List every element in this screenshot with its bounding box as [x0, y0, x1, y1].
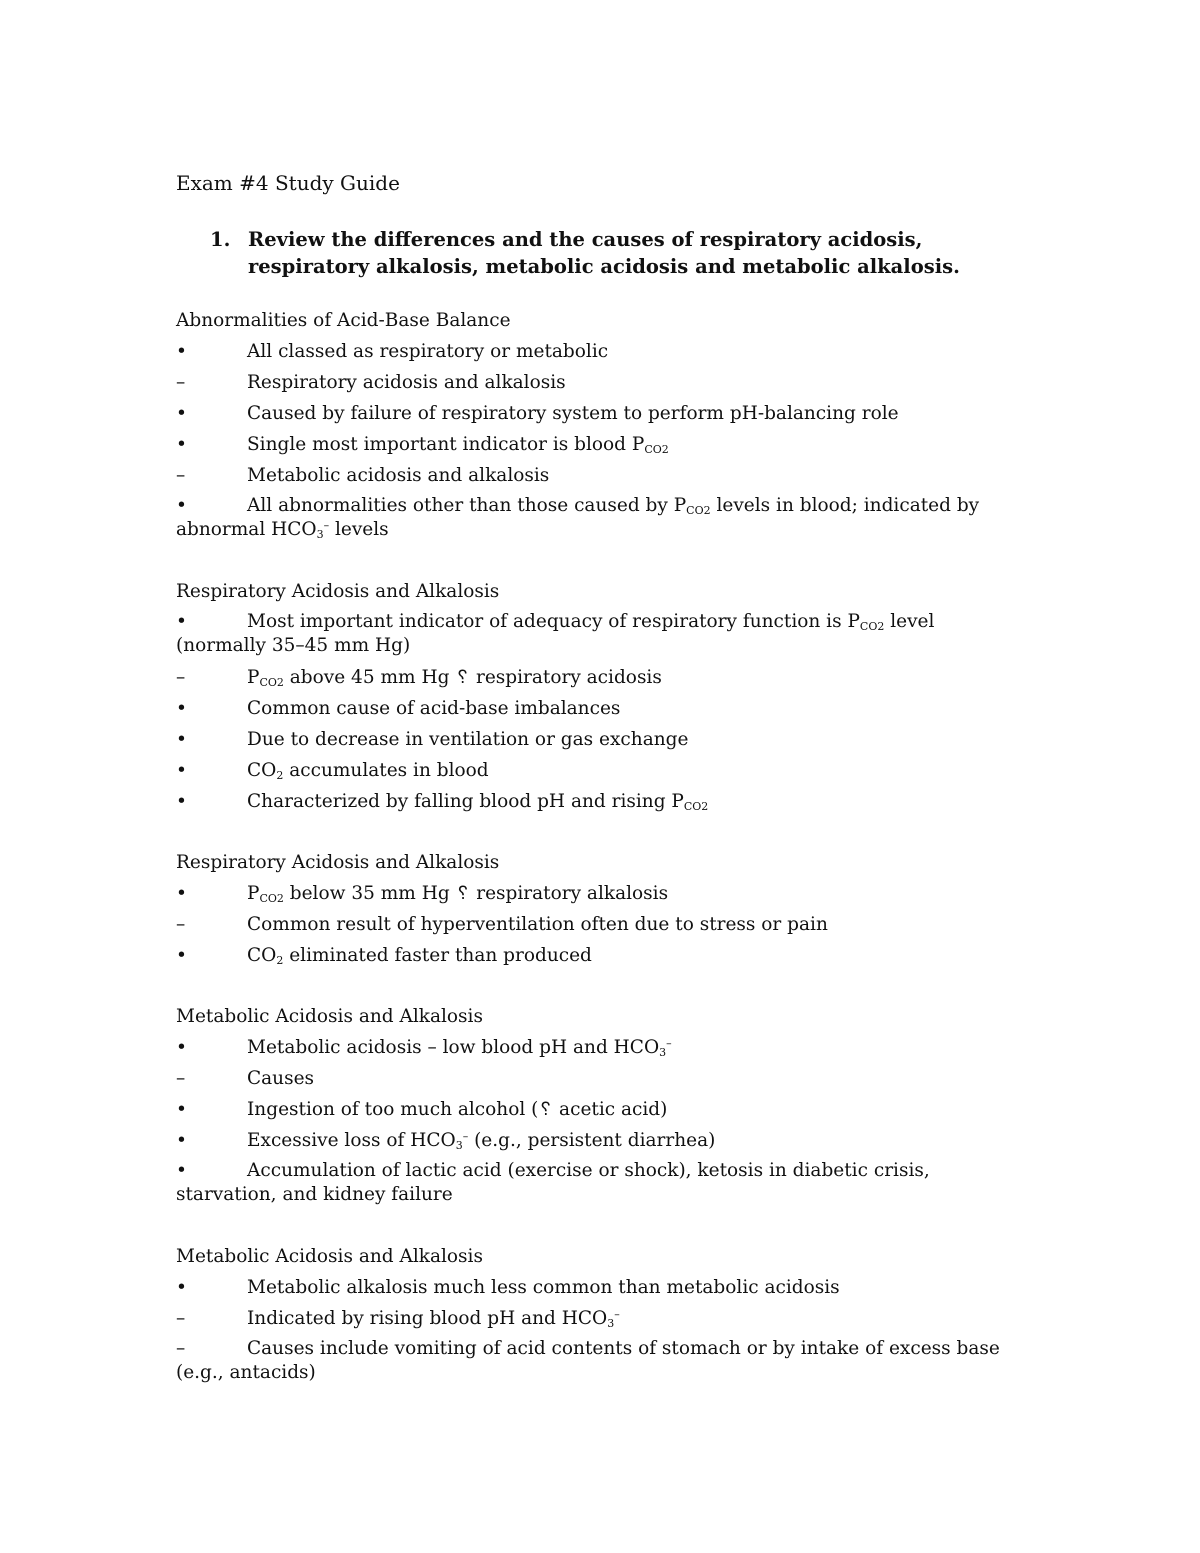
- list-item: [176, 1125, 1026, 1156]
- bullet-marker: •: [176, 341, 187, 362]
- dash-marker: –: [176, 372, 186, 393]
- list-item: [176, 1063, 1026, 1094]
- bullet-marker: •: [176, 729, 187, 750]
- list-item-text: Excessive loss of $HCO_3^-$ (e.g., persistent diarrhea): [247, 1130, 716, 1152]
- list-item-text: Common cause of acid-base imbalances: [247, 698, 621, 719]
- list-item: [176, 367, 1026, 398]
- list-item-text: Causes: [247, 1068, 315, 1089]
- list-item-text: Indicated by rising blood pH and $HCO_3^-$: [247, 1308, 620, 1330]
- list-item-text: Metabolic acidosis – low blood pH and $HCO_3^-$: [247, 1037, 672, 1059]
- list-item-text: Ingestion of too much alcohol (␦ acetic acid): [247, 1099, 668, 1120]
- notes-section: [176, 1001, 1026, 1211]
- list-item: [176, 724, 1026, 755]
- bullet-marker: •: [176, 611, 187, 632]
- bullet-marker: •: [176, 403, 187, 424]
- dash-marker: –: [176, 1338, 186, 1359]
- list-item: [176, 693, 1026, 724]
- bullet-marker: •: [176, 1160, 187, 1181]
- list-item-text: $CO_2$ eliminated faster than produced: [247, 945, 592, 967]
- bullet-marker: •: [176, 1099, 187, 1120]
- list-item-text: Caused by failure of respiratory system to perform pH-balancing role: [247, 403, 899, 424]
- bullet-marker: •: [176, 1037, 187, 1058]
- document-page: [176, 170, 1026, 1419]
- list-item-text: $CO_2$ accumulates in blood: [247, 760, 489, 782]
- section-heading: Abnormalities of Acid-Base Balance: [176, 310, 511, 331]
- dash-marker: –: [176, 1308, 186, 1329]
- bullet-marker: •: [176, 698, 187, 719]
- list-item-text: Most important indicator of adequacy of respiratory function is $P_{CO2}$ level (normally 35–45 mm Hg): [176, 611, 935, 656]
- list-item: [176, 940, 1026, 971]
- list-item: [176, 909, 1026, 940]
- list-item-text: Metabolic alkalosis much less common than metabolic acidosis: [247, 1277, 840, 1298]
- bullet-marker: •: [176, 791, 187, 812]
- bullet-marker: •: [176, 434, 187, 455]
- notes-sections: [176, 305, 1026, 1389]
- list-item-text: All classed as respiratory or metabolic: [247, 341, 609, 362]
- list-item: [176, 460, 1026, 491]
- list-item: [176, 429, 1026, 460]
- list-item: [176, 398, 1026, 429]
- list-item: [176, 607, 1026, 662]
- bullet-marker: •: [176, 1130, 187, 1151]
- list-item: [176, 755, 1026, 786]
- list-item: [176, 662, 1026, 693]
- section-heading: Respiratory Acidosis and Alkalosis: [176, 852, 500, 873]
- document-title: Exam #4 Study Guide: [176, 171, 400, 195]
- notes-section: [176, 576, 1026, 817]
- dash-marker: –: [176, 465, 186, 486]
- list-item-text: $P_{CO2}$ above 45 mm Hg ␦ respiratory acidosis: [247, 667, 662, 689]
- bullet-marker: •: [176, 1277, 187, 1298]
- list-item-text: Characterized by falling blood pH and rising $P_{CO2}$: [247, 791, 709, 813]
- list-item-text: $P_{CO2}$ below 35 mm Hg ␦ respiratory alkalosis: [247, 883, 669, 905]
- list-item: [176, 336, 1026, 367]
- list-item-text: Respiratory acidosis and alkalosis: [247, 372, 566, 393]
- notes-section: [176, 305, 1026, 546]
- list-item-text: All abnormalities other than those caused by $P_{CO2}$ levels in blood; indicated by abnormal $HCO_3^-$ levels: [176, 495, 980, 541]
- section-heading: Metabolic Acidosis and Alkalosis: [176, 1006, 483, 1027]
- notes-section: [176, 847, 1026, 971]
- dash-marker: –: [176, 914, 186, 935]
- dash-marker: –: [176, 667, 186, 688]
- question-text: Review the differences and the causes of respiratory acidosis, respiratory alkalosis, metabolic acidosis and metabolic alkalosis.: [248, 228, 960, 278]
- list-item-text: Accumulation of lactic acid (exercise or shock), ketosis in diabetic crisis, starvation, and kidney failure: [176, 1160, 930, 1205]
- bullet-marker: •: [176, 883, 187, 904]
- list-item: [176, 491, 1026, 546]
- list-item: [176, 878, 1026, 909]
- list-item: [176, 1156, 1026, 1211]
- list-item: [176, 786, 1026, 817]
- dash-marker: –: [176, 1068, 186, 1089]
- list-item: [176, 1334, 1026, 1389]
- bullet-marker: •: [176, 945, 187, 966]
- bullet-marker: •: [176, 760, 187, 781]
- list-item-text: Common result of hyperventilation often due to stress or pain: [247, 914, 828, 935]
- list-item-text: Causes include vomiting of acid contents of stomach or by intake of excess base (e.g., antacids): [176, 1338, 1000, 1383]
- notes-section: [176, 1241, 1026, 1389]
- list-item: [176, 1032, 1026, 1063]
- list-item: [176, 1303, 1026, 1334]
- list-item: [176, 1094, 1026, 1125]
- bullet-marker: •: [176, 495, 187, 516]
- list-item: [176, 1272, 1026, 1303]
- question-number: 1.: [210, 228, 231, 251]
- section-heading: Metabolic Acidosis and Alkalosis: [176, 1246, 483, 1267]
- study-question: [176, 226, 1026, 280]
- list-item-text: Due to decrease in ventilation or gas exchange: [247, 729, 689, 750]
- list-item-text: Single most important indicator is blood $P_{CO2}$: [247, 434, 669, 456]
- section-heading: Respiratory Acidosis and Alkalosis: [176, 581, 500, 602]
- list-item-text: Metabolic acidosis and alkalosis: [247, 465, 550, 486]
